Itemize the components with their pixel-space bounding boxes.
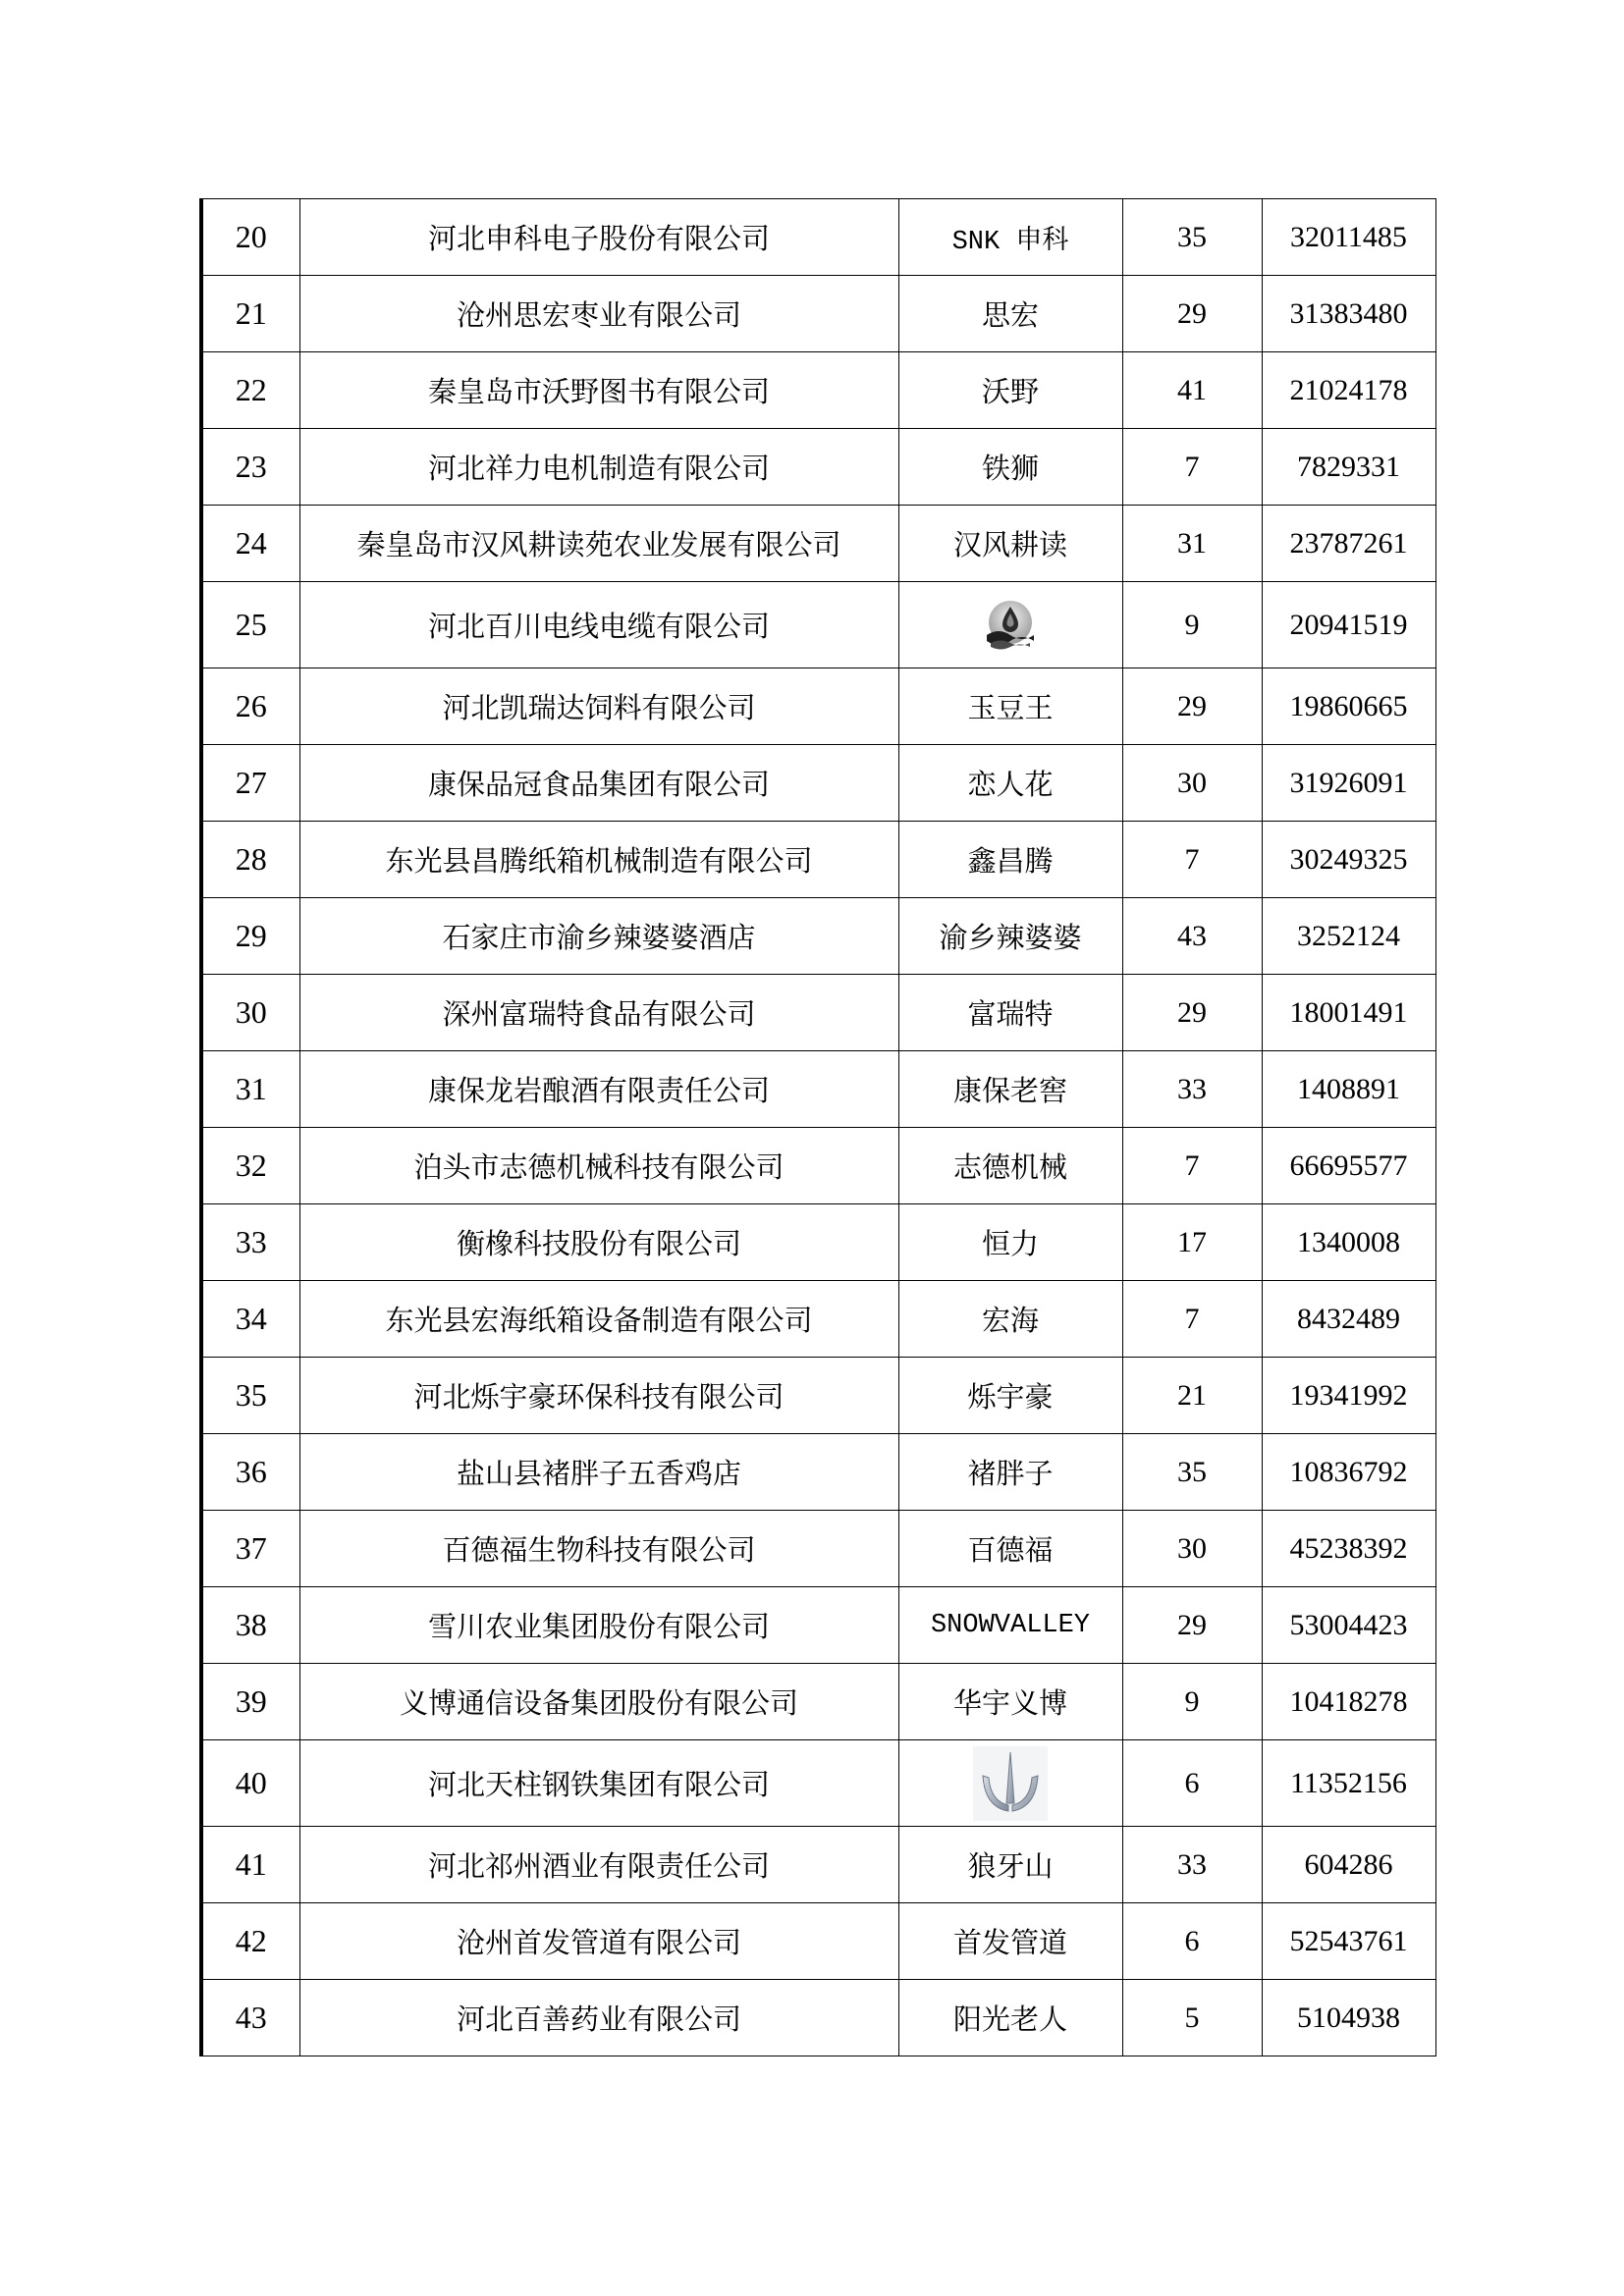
table-row: [201, 429, 1435, 506]
table-row: [201, 898, 1435, 975]
registration-number: 52543761: [1262, 1903, 1435, 1980]
company-name: 河北百善药业有限公司: [299, 1980, 898, 2056]
trademark: 志德机械: [898, 1128, 1122, 1204]
company-name: 沧州思宏枣业有限公司: [299, 276, 898, 352]
trademark-class: 43: [1122, 898, 1262, 975]
row-number: 38: [201, 1587, 299, 1664]
table-row: [201, 1204, 1435, 1281]
trademark-class: 33: [1122, 1827, 1262, 1903]
registration-number: 19860665: [1262, 668, 1435, 745]
company-name: 河北凯瑞达饲料有限公司: [299, 668, 898, 745]
company-name: 深州富瑞特食品有限公司: [299, 975, 898, 1051]
trademark-class: 29: [1122, 975, 1262, 1051]
table-row: [201, 1903, 1435, 1980]
company-name: 石家庄市渝乡辣婆婆酒店: [299, 898, 898, 975]
trademark: 汉风耕读: [898, 506, 1122, 582]
trademark: 恋人花: [898, 745, 1122, 822]
company-name: 泊头市志德机械科技有限公司: [299, 1128, 898, 1204]
registration-number: 23787261: [1262, 506, 1435, 582]
registration-number: 18001491: [1262, 975, 1435, 1051]
trademark: 褚胖子: [898, 1434, 1122, 1511]
company-name: 衡橡科技股份有限公司: [299, 1204, 898, 1281]
trademark: 首发管道: [898, 1903, 1122, 1980]
trademark: 狼牙山: [898, 1827, 1122, 1903]
registration-number: 66695577: [1262, 1128, 1435, 1204]
registration-number: 5104938: [1262, 1980, 1435, 2056]
table-row: [201, 822, 1435, 898]
row-number: 32: [201, 1128, 299, 1204]
table-row: [201, 1281, 1435, 1358]
registration-number: 8432489: [1262, 1281, 1435, 1358]
trademark: 阳光老人: [898, 1980, 1122, 2056]
company-name: 康保龙岩酿酒有限责任公司: [299, 1051, 898, 1128]
trademark-class: 41: [1122, 352, 1262, 429]
trademark: 富瑞特: [898, 975, 1122, 1051]
table-row: [201, 1128, 1435, 1204]
registration-number: 10836792: [1262, 1434, 1435, 1511]
trademark: SNK 申科: [898, 199, 1122, 276]
trademark-class: 9: [1122, 582, 1262, 668]
trademark-class: 33: [1122, 1051, 1262, 1128]
registration-number: 20941519: [1262, 582, 1435, 668]
trademark: 思宏: [898, 276, 1122, 352]
row-number: 36: [201, 1434, 299, 1511]
trademark: 宏海: [898, 1281, 1122, 1358]
company-name: 秦皇岛市沃野图书有限公司: [299, 352, 898, 429]
tianzhu-logo-icon: [973, 1746, 1048, 1821]
table-row: [201, 1587, 1435, 1664]
trademark-class: 9: [1122, 1664, 1262, 1740]
table-row: [201, 199, 1435, 276]
trademark: 鑫昌腾: [898, 822, 1122, 898]
row-number: 39: [201, 1664, 299, 1740]
registration-number: 10418278: [1262, 1664, 1435, 1740]
table-row: [201, 352, 1435, 429]
row-number: 22: [201, 352, 299, 429]
registration-number: 604286: [1262, 1827, 1435, 1903]
company-name: 河北天柱钢铁集团有限公司: [299, 1740, 898, 1827]
table-row: [201, 1827, 1435, 1903]
registration-number: 53004423: [1262, 1587, 1435, 1664]
row-number: 31: [201, 1051, 299, 1128]
trademark: 恒力: [898, 1204, 1122, 1281]
trademark-class: 5: [1122, 1980, 1262, 2056]
registration-number: 31926091: [1262, 745, 1435, 822]
row-number: 33: [201, 1204, 299, 1281]
company-name: 东光县宏海纸箱设备制造有限公司: [299, 1281, 898, 1358]
trademark: 百德福: [898, 1511, 1122, 1587]
table-row: [201, 1664, 1435, 1740]
row-number: 37: [201, 1511, 299, 1587]
trademark-class: 30: [1122, 745, 1262, 822]
company-name: 盐山县褚胖子五香鸡店: [299, 1434, 898, 1511]
registration-number: 11352156: [1262, 1740, 1435, 1827]
row-number: 40: [201, 1740, 299, 1827]
trademark-class: 7: [1122, 822, 1262, 898]
company-name: 河北祁州酒业有限责任公司: [299, 1827, 898, 1903]
company-name: 康保品冠食品集团有限公司: [299, 745, 898, 822]
registration-number: 1340008: [1262, 1204, 1435, 1281]
table-row: [201, 975, 1435, 1051]
company-name: 东光县昌腾纸箱机械制造有限公司: [299, 822, 898, 898]
registration-number: 45238392: [1262, 1511, 1435, 1587]
registration-number: 19341992: [1262, 1358, 1435, 1434]
row-number: 43: [201, 1980, 299, 2056]
trademark-class: 35: [1122, 199, 1262, 276]
row-number: 41: [201, 1827, 299, 1903]
row-number: 29: [201, 898, 299, 975]
company-name: 沧州首发管道有限公司: [299, 1903, 898, 1980]
row-number: 28: [201, 822, 299, 898]
trademark-class: 21: [1122, 1358, 1262, 1434]
row-number: 24: [201, 506, 299, 582]
company-name: 百德福生物科技有限公司: [299, 1511, 898, 1587]
company-name: 河北申科电子股份有限公司: [299, 199, 898, 276]
table-row: [201, 582, 1435, 668]
registration-number: 7829331: [1262, 429, 1435, 506]
company-name: 河北祥力电机制造有限公司: [299, 429, 898, 506]
row-number: 34: [201, 1281, 299, 1358]
table-row: [201, 668, 1435, 745]
row-number: 30: [201, 975, 299, 1051]
registration-number: 32011485: [1262, 199, 1435, 276]
row-number: 27: [201, 745, 299, 822]
registration-number: 21024178: [1262, 352, 1435, 429]
registration-number: 3252124: [1262, 898, 1435, 975]
trademark-class: 6: [1122, 1903, 1262, 1980]
trademark: 烁宇豪: [898, 1358, 1122, 1434]
row-number: 25: [201, 582, 299, 668]
row-number: 20: [201, 199, 299, 276]
row-number: 42: [201, 1903, 299, 1980]
table-row: [201, 276, 1435, 352]
company-name: 河北百川电线电缆有限公司: [299, 582, 898, 668]
table-row: [201, 1740, 1435, 1827]
trademark-class: 17: [1122, 1204, 1262, 1281]
table-row: [201, 1434, 1435, 1511]
trademark-class: 30: [1122, 1511, 1262, 1587]
table-row: [201, 1051, 1435, 1128]
registration-number: 1408891: [1262, 1051, 1435, 1128]
table-row: [201, 1980, 1435, 2056]
trademark-class: 7: [1122, 1128, 1262, 1204]
table-row: [201, 506, 1435, 582]
trademark-class: 31: [1122, 506, 1262, 582]
table-row: [201, 745, 1435, 822]
trademark-class: 29: [1122, 1587, 1262, 1664]
trademark-logo-cell: [898, 582, 1122, 668]
registration-number: 30249325: [1262, 822, 1435, 898]
row-number: 23: [201, 429, 299, 506]
trademark: 渝乡辣婆婆: [898, 898, 1122, 975]
trademark-table: [199, 198, 1436, 2056]
trademark: 铁狮: [898, 429, 1122, 506]
row-number: 35: [201, 1358, 299, 1434]
row-number: 21: [201, 276, 299, 352]
trademark-logo-cell: [898, 1740, 1122, 1827]
trademark-class: 6: [1122, 1740, 1262, 1827]
trademark: 华宇义博: [898, 1664, 1122, 1740]
trademark-class: 7: [1122, 429, 1262, 506]
row-number: 26: [201, 668, 299, 745]
company-name: 雪川农业集团股份有限公司: [299, 1587, 898, 1664]
company-name: 河北烁宇豪环保科技有限公司: [299, 1358, 898, 1434]
baichuan-logo-icon: [983, 598, 1038, 653]
table-row: [201, 1511, 1435, 1587]
company-name: 义博通信设备集团股份有限公司: [299, 1664, 898, 1740]
trademark: 康保老窖: [898, 1051, 1122, 1128]
trademark: SNOWVALLEY: [898, 1587, 1122, 1664]
table-row: [201, 1358, 1435, 1434]
trademark: 沃野: [898, 352, 1122, 429]
trademark-class: 29: [1122, 276, 1262, 352]
trademark: 玉豆王: [898, 668, 1122, 745]
trademark-class: 29: [1122, 668, 1262, 745]
trademark-class: 35: [1122, 1434, 1262, 1511]
registration-number: 31383480: [1262, 276, 1435, 352]
company-name: 秦皇岛市汉风耕读苑农业发展有限公司: [299, 506, 898, 582]
trademark-class: 7: [1122, 1281, 1262, 1358]
